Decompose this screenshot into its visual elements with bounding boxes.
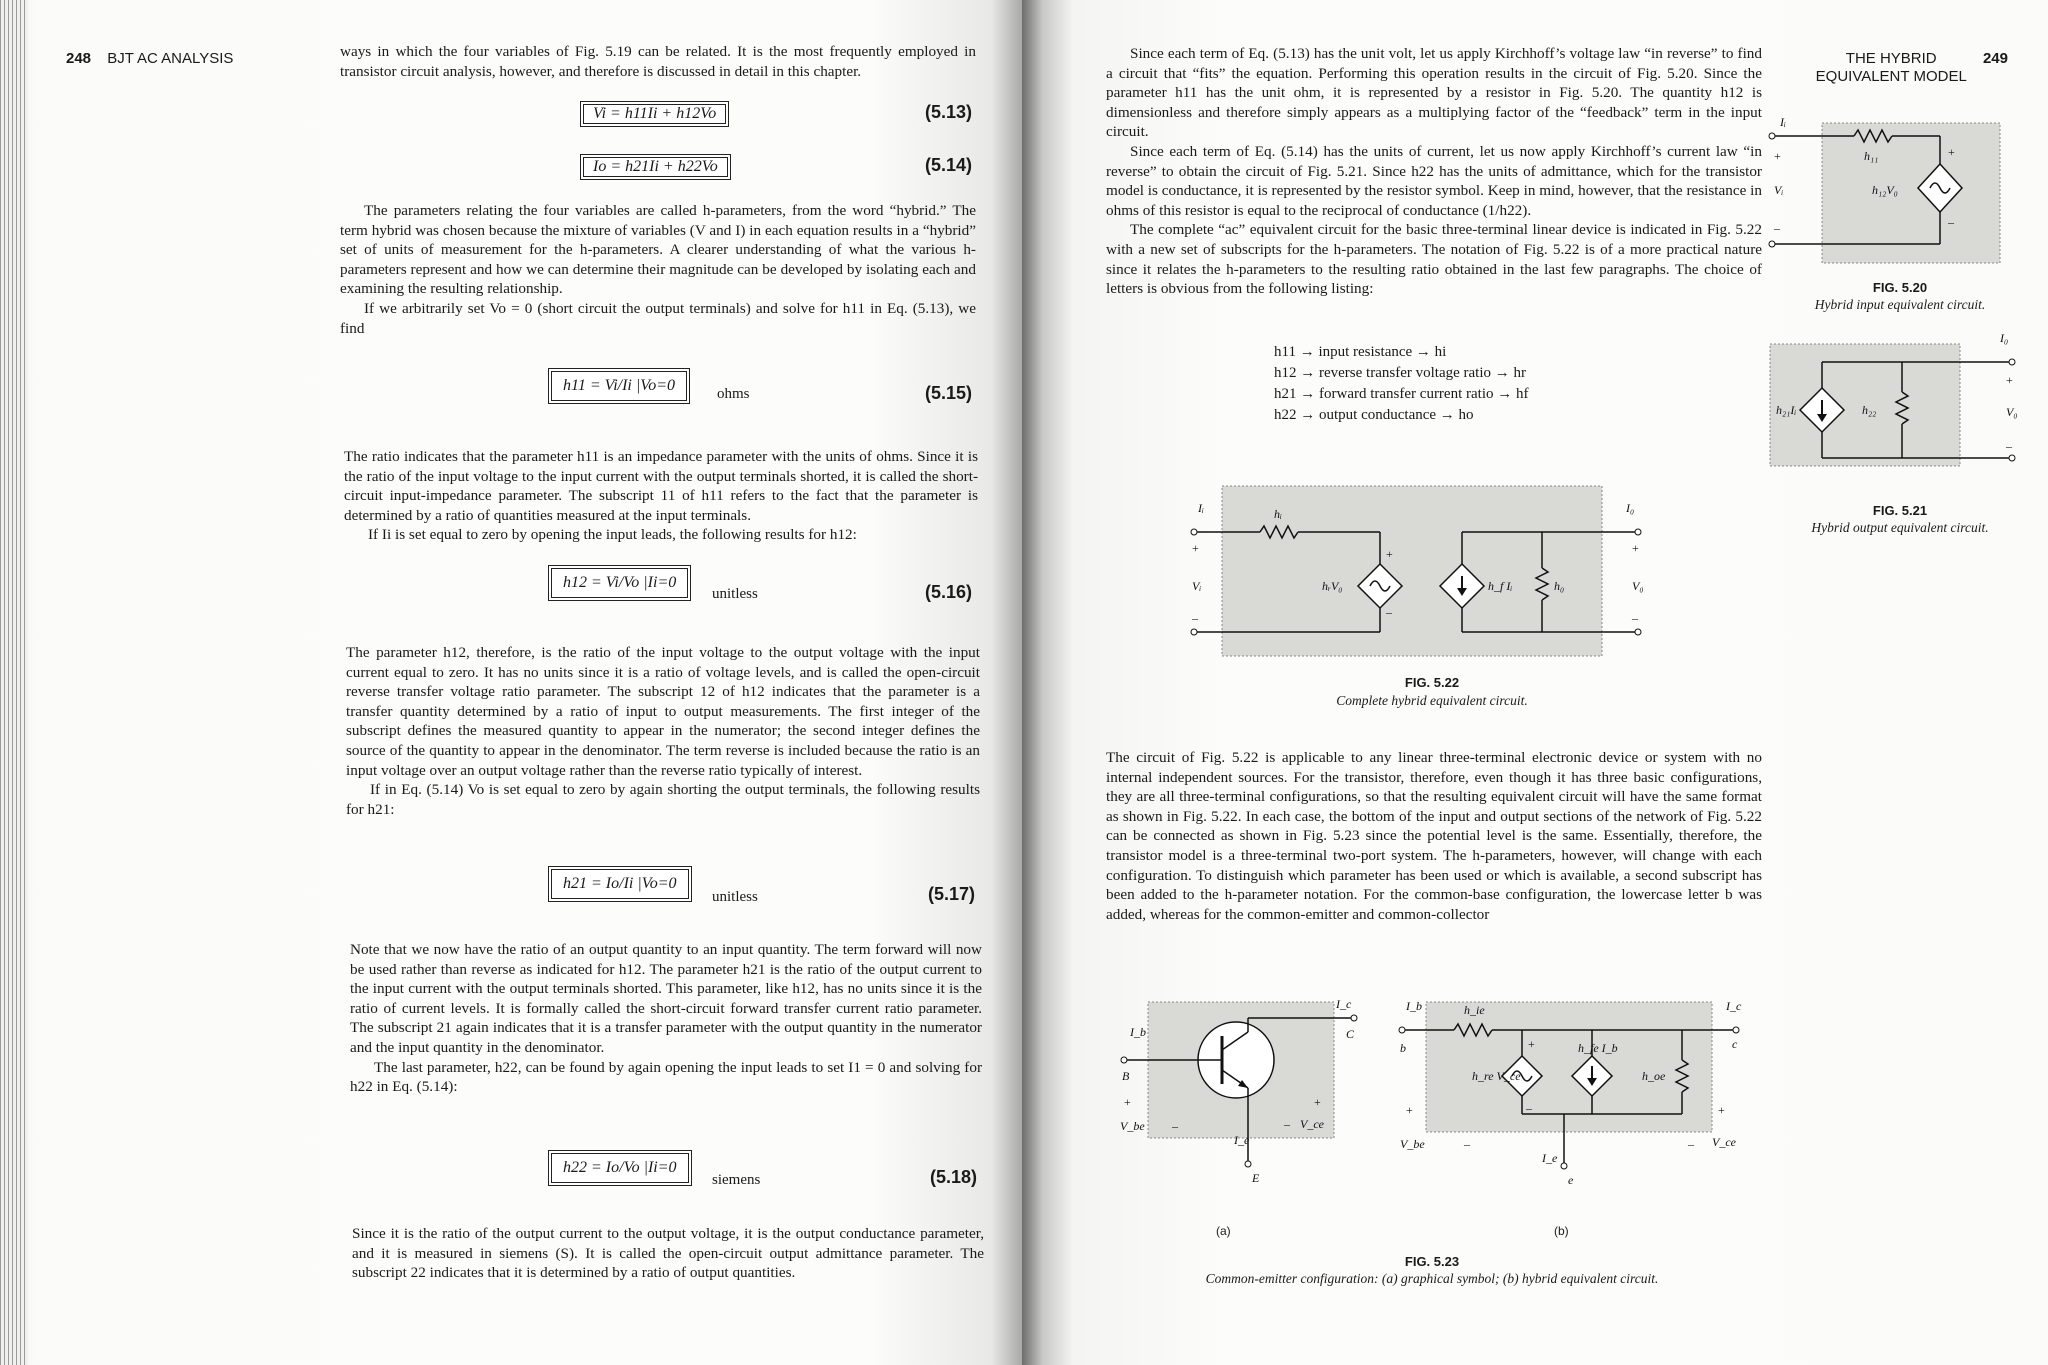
svg-text:I_b: I_b	[1130, 1025, 1146, 1039]
svg-text:–: –	[2006, 439, 2012, 453]
equation-5-14: Io = h21Ii + h22Vo	[580, 154, 731, 180]
left-h21-paragraphs	[350, 940, 982, 1097]
svg-text:+: +	[1948, 145, 1955, 159]
left-chapter-title: BJT AC ANALYSIS	[107, 50, 234, 67]
ratio-h11-paragraph: The ratio indicates that the parameter h11 is an impedance parameter with the units of ohms. Since it is the ratio of the input voltage to the input current with the output terminals shorted, it is called the short-circuit input-impedance parameter. The subscript 11 of h11 refers to the fact that the parameter is determined by a ratio of quantities measured at the input terminals.	[344, 448, 978, 524]
svg-text:b: b	[1400, 1041, 1406, 1055]
left-h22-paragraph: Since it is the ratio of the output current to the output voltage, it is the output conductance parameter, and it is measured in siemens (S). It is called the open-circuit output admittance parameter. The subscript 22 indicates that it is determined by a ratio of output quantities.	[352, 1225, 984, 1282]
svg-text:I_c: I_c	[1336, 997, 1352, 1011]
svg-text:–: –	[1632, 611, 1638, 625]
svg-text:V_be: V_be	[1400, 1137, 1425, 1151]
left-page	[0, 0, 1022, 1365]
right-top-paragraphs	[1106, 44, 1762, 299]
svg-text:C: C	[1346, 1027, 1355, 1041]
svg-text:+: +	[1192, 541, 1199, 555]
right-running-head	[1816, 50, 2008, 86]
h12-paragraph: The parameter h12, therefore, is the ratio of the input voltage to the output voltage with the input current equal to zero. It has no units since it is a ratio of voltage levels, and is called the open-circuit reverse transfer voltage ratio parameter. The subscript 12 of h12 indicates that the parameter is a transfer quantity determined by a ratio of input to output measurements. The first integer of the subscript defines the measured quantity to appear in the numerator; the second integer defines the source of the quantity to appear in the denominator. The term reverse is included because the ratio is an input voltage over an output voltage rather than the reverse ratio typically of interest.	[346, 644, 980, 779]
h21-paragraph: Note that we now have the ratio of an output quantity to an input quantity. The term forward will now be used rather than reverse as indicated for h12. The parameter h21 is the ratio of the output current to the input current with the output terminals shorted. This parameter, like h12, has no units since it is the ratio of current levels. It is formally called the short-circuit forward transfer current ratio parameter. The subscript 21 again indicates that it is a transfer parameter with the output quantity in the numerator and the input quantity in the denominator.	[350, 941, 982, 1056]
svg-text:hᵣV₀: hᵣV₀	[1322, 579, 1343, 593]
right-page-number: 249	[1982, 50, 2008, 67]
fig-5-23b-label: (b)	[1554, 1224, 1569, 1238]
complete-circuit-paragraph: The complete “ac” equivalent circuit for the basic three-terminal linear device is indicated in Fig. 5.22 with a new set of subscripts for the h-parameters. The notation of Fig. 5.22 is of a more practical nature since it relates the h-parameters to the resulting ratio obtained in the last few paragraphs. The choice of letters is obvious from the following listing:	[1106, 221, 1762, 298]
svg-text:–: –	[1172, 1119, 1178, 1133]
svg-text:–: –	[1464, 1137, 1470, 1151]
right-chapter-title: THE HYBRID EQUIVALENT MODEL	[1815, 50, 1967, 85]
equation-5-18: h22 = Io/Vo |Ii=0	[548, 1150, 692, 1186]
right-applicable-paragraph: The circuit of Fig. 5.22 is applicable to any linear three-terminal electronic device or system with no internal independent sources. For the transistor, therefore, even though it has three basic configurations, they are all three-terminal configurations, so that the resulting equivalent circuit will have the same format as shown in Fig. 5.22. In each case, the bottom of the input and output sections of the network of Fig. 5.22 can be connected as shown in Fig. 5.23 since the potential level is the same. Essentially, therefore, the transistor model is a three-terminal two-port system. The h-parameters, however, will change with each configuration. To distinguish which parameter has been used or which is available, a second subscript has been added to the h-parameter notation. For the common-base configuration, the lowercase letter b was added, whereas for the common-emitter and common-collector	[1106, 749, 1762, 923]
equation-5-18-unit: siemens	[712, 1172, 761, 1188]
equation-5-16-unit: unitless	[712, 586, 758, 602]
svg-text:+: +	[1774, 149, 1781, 163]
left-hparam-paragraphs	[340, 201, 976, 338]
left-intro-paragraph: ways in which the four variables of Fig. 5.19 can be related. It is the most frequently employed in transistor circuit analysis, however, and therefore is discussed in detail in this chapter.	[340, 43, 976, 80]
fig-5-21-title: FIG. 5.21	[1872, 503, 1928, 518]
equation-5-17-unit: unitless	[712, 889, 758, 905]
svg-text:Vᵢ: Vᵢ	[1192, 579, 1202, 593]
fig-5-23b-hybrid-circuit	[1392, 996, 1752, 1196]
svg-text:hᵢ: hᵢ	[1274, 507, 1282, 521]
left-page-number: 248	[66, 50, 92, 67]
svg-text:+: +	[1406, 1103, 1413, 1117]
equation-5-15: h11 = Vi/Ii |Vo=0	[548, 368, 690, 404]
equation-number-5-14: (5.14)	[925, 155, 973, 175]
svg-text:h_ie: h_ie	[1464, 1003, 1485, 1017]
svg-text:I_b: I_b	[1406, 999, 1422, 1013]
equation-5-15-unit: ohms	[717, 386, 750, 402]
fig-5-20-title: FIG. 5.20	[1872, 280, 1928, 295]
fig-5-20-caption: Hybrid input equivalent circuit.	[1814, 297, 1986, 312]
fig-5-23-title: FIG. 5.23	[1404, 1254, 1460, 1269]
fig-5-22-caption: Complete hybrid equivalent circuit.	[1336, 693, 1528, 708]
svg-text:e: e	[1568, 1173, 1574, 1187]
equation-5-16: h12 = Vi/Vo |Ii=0	[548, 565, 691, 601]
svg-text:–: –	[1688, 1137, 1694, 1151]
fig-5-23a-transistor-symbol	[1114, 996, 1384, 1196]
svg-text:h_f Iᵢ: h_f Iᵢ	[1488, 579, 1513, 593]
svg-text:V_ce: V_ce	[1300, 1117, 1324, 1131]
page-edge-stack	[0, 0, 28, 1365]
set-vo-paragraph: If we arbitrarily set Vo = 0 (short circuit the output terminals) and solve for h11 in Eq. (5.13), we find	[340, 299, 976, 337]
svg-text:V_be: V_be	[1120, 1119, 1145, 1133]
if-eq514-paragraph: If in Eq. (5.14) Vo is set equal to zero by again shorting the output terminals, the following results for h21:	[346, 781, 980, 818]
listing-item: h21 → forward transfer current ratio → hf	[1274, 386, 1529, 402]
svg-text:+: +	[1386, 547, 1393, 561]
svg-text:+: +	[2006, 373, 2013, 387]
svg-text:I_e: I_e	[1234, 1133, 1250, 1147]
svg-text:+: +	[1124, 1095, 1131, 1109]
fig-5-20-circuit	[1762, 108, 2020, 278]
svg-text:I_c: I_c	[1726, 999, 1742, 1013]
left-h12-paragraphs	[346, 643, 980, 819]
hparams-paragraph: The parameters relating the four variables are called h-parameters, from the word “hybrid.” The term hybrid was chosen because the mixture of variables (V and I) in each equation results in a “hybrid” set of units of measurement for the h-parameters. A clearer understanding of what the various h-parameters represent and how we can determine their magnitude can be developed by isolating each and examining the resulting relationship.	[340, 202, 976, 298]
parameter-listing	[1274, 342, 1529, 426]
svg-text:–: –	[1192, 611, 1198, 625]
svg-text:–: –	[1774, 221, 1780, 235]
svg-text:Iᵢ: Iᵢ	[1780, 115, 1786, 129]
equation-number-5-13: (5.13)	[925, 102, 973, 122]
fig-5-23a-label: (a)	[1216, 1224, 1231, 1238]
svg-text:V₀: V₀	[1632, 579, 1644, 593]
svg-text:I₀: I₀	[2000, 331, 2009, 345]
if-ii-paragraph: If Ii is set equal to zero by opening the input leads, the following results for h12:	[368, 526, 857, 544]
svg-text:I_e: I_e	[1542, 1151, 1558, 1165]
fig-5-21-caption: Hybrid output equivalent circuit.	[1811, 520, 1989, 535]
svg-text:I₀: I₀	[1626, 501, 1635, 515]
equation-5-17: h21 = Io/Ii |Vo=0	[548, 866, 692, 902]
equation-number-5-18: (5.18)	[930, 1167, 978, 1187]
svg-text:Iᵢ: Iᵢ	[1198, 501, 1204, 515]
equation-number-5-17: (5.17)	[928, 884, 976, 904]
svg-text:h_fe I_b: h_fe I_b	[1578, 1041, 1618, 1055]
svg-text:–: –	[1284, 1117, 1290, 1131]
svg-text:Vᵢ: Vᵢ	[1774, 183, 1784, 197]
svg-text:–: –	[1526, 1101, 1532, 1115]
fig-5-22-circuit	[1182, 482, 1652, 662]
fig-5-21-circuit	[1762, 330, 2024, 500]
svg-text:h₁₁: h₁₁	[1864, 149, 1879, 163]
equation-number-5-16: (5.16)	[925, 582, 973, 602]
svg-text:h_oe: h_oe	[1642, 1069, 1666, 1083]
h22-intro-paragraph: The last parameter, h22, can be found by again opening the input leads to set I1 = 0 and solving for h22 in Eq. (5.14):	[350, 1058, 982, 1096]
svg-text:h₂₂: h₂₂	[1862, 403, 1877, 417]
listing-item: h12 → reverse transfer voltage ratio → hr	[1274, 365, 1526, 381]
left-h11-paragraphs	[344, 447, 978, 545]
equation-number-5-15: (5.15)	[925, 383, 973, 403]
svg-text:V₀: V₀	[2006, 405, 2018, 419]
svg-text:–: –	[1948, 215, 1954, 229]
svg-text:B: B	[1122, 1069, 1130, 1083]
svg-text:+: +	[1632, 541, 1639, 555]
svg-text:+: +	[1718, 1103, 1725, 1117]
svg-text:h₂₁Iᵢ: h₂₁Iᵢ	[1776, 403, 1797, 417]
svg-text:c: c	[1732, 1037, 1738, 1051]
svg-text:+: +	[1314, 1095, 1321, 1109]
fig-5-22-title: FIG. 5.22	[1404, 675, 1460, 690]
equation-5-13: Vi = h11Ii + h12Vo	[580, 101, 729, 127]
kvl-paragraph: Since each term of Eq. (5.13) has the unit volt, let us apply Kirchhoff’s voltage law “in reverse” to find a circuit that “fits” the equation. Performing this operation results in the circuit of Fig. 5.20. Since the parameter h11 has the unit ohm, it is represented by a resistor in Fig. 5.20. The quantity h12 is dimensionless and therefore simply appears as a multiplying factor of the “feedback” term in the input circuit.	[1106, 45, 1762, 141]
listing-item: h22 → output conductance → ho	[1274, 407, 1474, 423]
fig-5-23-caption: Common-emitter configuration: (a) graphical symbol; (b) hybrid equivalent circuit.	[1205, 1271, 1659, 1286]
svg-text:+: +	[1528, 1037, 1535, 1051]
right-page	[1022, 0, 2048, 1365]
kcl-paragraph: Since each term of Eq. (5.14) has the units of current, let us now apply Kirchhoff’s current law “in reverse” to obtain the circuit of Fig. 5.21. Since h22 has the units of admittance, which for the transistor model is conductance, it is represented by the resistor symbol. Keep in mind, however, that the resistance in ohms of this resistor is equal to the reciprocal of conductance (1/h22).	[1106, 142, 1762, 219]
left-running-head	[66, 50, 233, 67]
svg-text:h_re V_ce: h_re V_ce	[1472, 1069, 1521, 1083]
listing-item: h11 → input resistance → hi	[1274, 344, 1447, 360]
svg-text:V_ce: V_ce	[1712, 1135, 1736, 1149]
svg-text:–: –	[1386, 605, 1392, 619]
svg-text:h₀: h₀	[1554, 579, 1565, 593]
svg-text:h₁₂V₀: h₁₂V₀	[1872, 183, 1898, 197]
svg-text:E: E	[1252, 1171, 1260, 1185]
